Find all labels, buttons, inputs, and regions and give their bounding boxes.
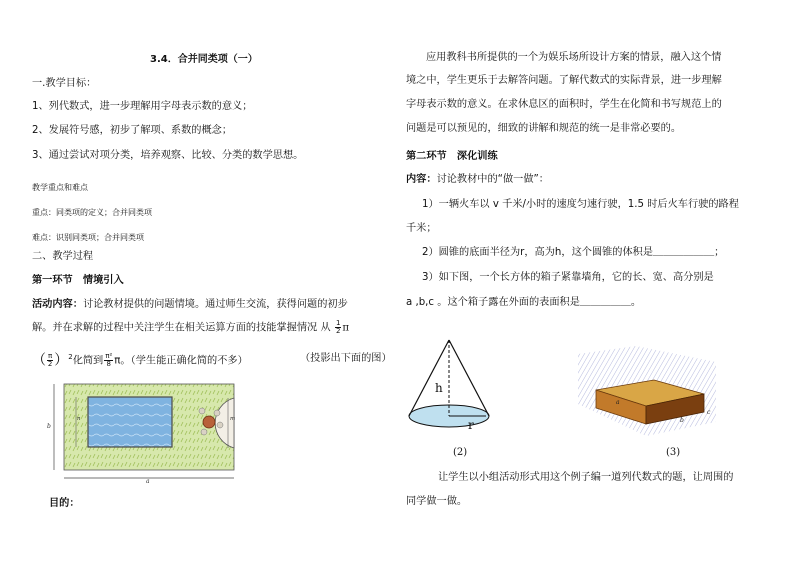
key-point: 重点：同类项的定义；合并同类项 <box>32 208 152 217</box>
seat-icon <box>199 408 205 414</box>
activity-line-2 <box>32 320 349 336</box>
cone-h-label: h <box>435 381 443 395</box>
content-line <box>406 173 549 187</box>
question-3-line1: 3）如下图，一个长方体的箱子紧靠墙角，它的长、宽、高分别是 <box>422 272 714 283</box>
cone-side-right <box>449 340 489 416</box>
note: （学生能正确化简的不多） <box>130 355 248 367</box>
label-n: n <box>77 416 81 422</box>
fig3-caption: (3) <box>666 447 681 458</box>
goal-3: 3、通过尝试对项分类，培养观察、比较、分类的数学思想。 <box>32 150 304 161</box>
fraction-pi-sq-over-8: $\frac{\text{π²}}{8}$ <box>105 351 113 368</box>
content-text: 讨论教材中的“做一做”： <box>436 174 549 185</box>
goal-2: 2、发展符号感，初步了解项、系数的概念； <box>32 125 233 136</box>
para1-line3: 字母表示数的意义。在求休息区的面积时，学生在化简和书写规范上的 <box>406 99 722 110</box>
pool <box>88 397 172 447</box>
fraction-half: $\frac{1}{2}$ <box>335 319 341 335</box>
simplify-line: （ $\frac{\pi}{2}$ ）$^2$化简到 $\frac{\text{π²}}{8}$ π。（学生能正确化简的不多） <box>32 351 248 369</box>
label-a: a <box>146 478 150 484</box>
closing-line1: 让学生以小组活动形式用这个例子编一道列代数式的题，让周围的 <box>438 472 734 483</box>
activity-line-1 <box>32 298 348 312</box>
cone-side-left <box>409 340 449 416</box>
closing-line2: 同学做一做。 <box>406 496 468 507</box>
purpose-label: 目的： <box>49 498 80 509</box>
goal-1: 1、列代数式，进一步理解用字母表示数的意义； <box>32 101 253 112</box>
seat-icon <box>217 422 223 428</box>
pool-figure <box>44 380 240 484</box>
fig2-caption: (2) <box>453 447 468 458</box>
box-b-label: b <box>680 417 684 424</box>
label-m: m <box>230 416 236 422</box>
para1-line1: 应用教科书所提供的一个为娱乐场所设计方案的情景，融入这个情 <box>426 52 722 63</box>
process-heading: 二、教学过程 <box>32 251 94 262</box>
page-title: 3.4．合并同类项（一） <box>150 54 258 65</box>
goals-heading: 一.教学目标： <box>32 78 97 89</box>
cone-figure <box>404 336 496 440</box>
seat-icon <box>214 410 220 416</box>
question-1-line2: 千米； <box>406 223 437 234</box>
question-3-line2: a ,b,c 。这个箱子露在外面的表面积是＿＿＿＿＿。 <box>406 297 642 308</box>
section1-heading: 第一环节 情境引入 <box>32 275 124 286</box>
simplify-text: 化简到 <box>72 355 104 367</box>
activity-text-2: 解。并在求解的过程中关注学生在相关运算方面的技能掌握情况 从 <box>32 322 331 334</box>
cone-r-label: r <box>468 418 474 432</box>
fraction-pi-over-2: $\frac{\pi}{2}$ <box>47 351 53 368</box>
key-points-heading: 教学重点和难点 <box>32 183 88 192</box>
activity-label: 活动内容： <box>32 299 83 310</box>
section2-heading: 第二环节 深化训练 <box>406 151 498 162</box>
projection-note: （投影出下面的图） <box>300 353 392 364</box>
difficulty: 难点：识别同类项；合并同类项 <box>32 233 144 242</box>
pi-after: π。 <box>114 355 131 367</box>
question-2: 2）圆锥的底面半径为r，高为h，这个圆锥的体积是＿＿＿＿＿＿； <box>422 247 725 258</box>
activity-text-1: 讨论教材提供的问题情境。通过师生交流，获得问题的初步 <box>82 299 348 310</box>
pi-symbol: π <box>342 322 350 334</box>
box-a-label: a <box>616 399 620 406</box>
content-label: 内容： <box>406 174 437 185</box>
label-b: b <box>47 423 51 430</box>
para1-line2: 境之中，学生更乐于去解答问题。了解代数式的实际背景，进一步理解 <box>406 75 722 86</box>
square-exponent: 2 <box>68 353 73 361</box>
seat-icon <box>201 429 207 435</box>
question-1-line1: 1）一辆火车以 v 千米/小时的速度匀速行驶，1.5 时后火车行驶的路程 <box>422 199 739 210</box>
box-c-label: c <box>707 409 711 416</box>
table-icon <box>203 416 215 428</box>
box-figure <box>576 344 720 438</box>
para1-line4: 问题是可以预见的，细致的讲解和规范的统一是非常必要的。 <box>406 123 682 134</box>
